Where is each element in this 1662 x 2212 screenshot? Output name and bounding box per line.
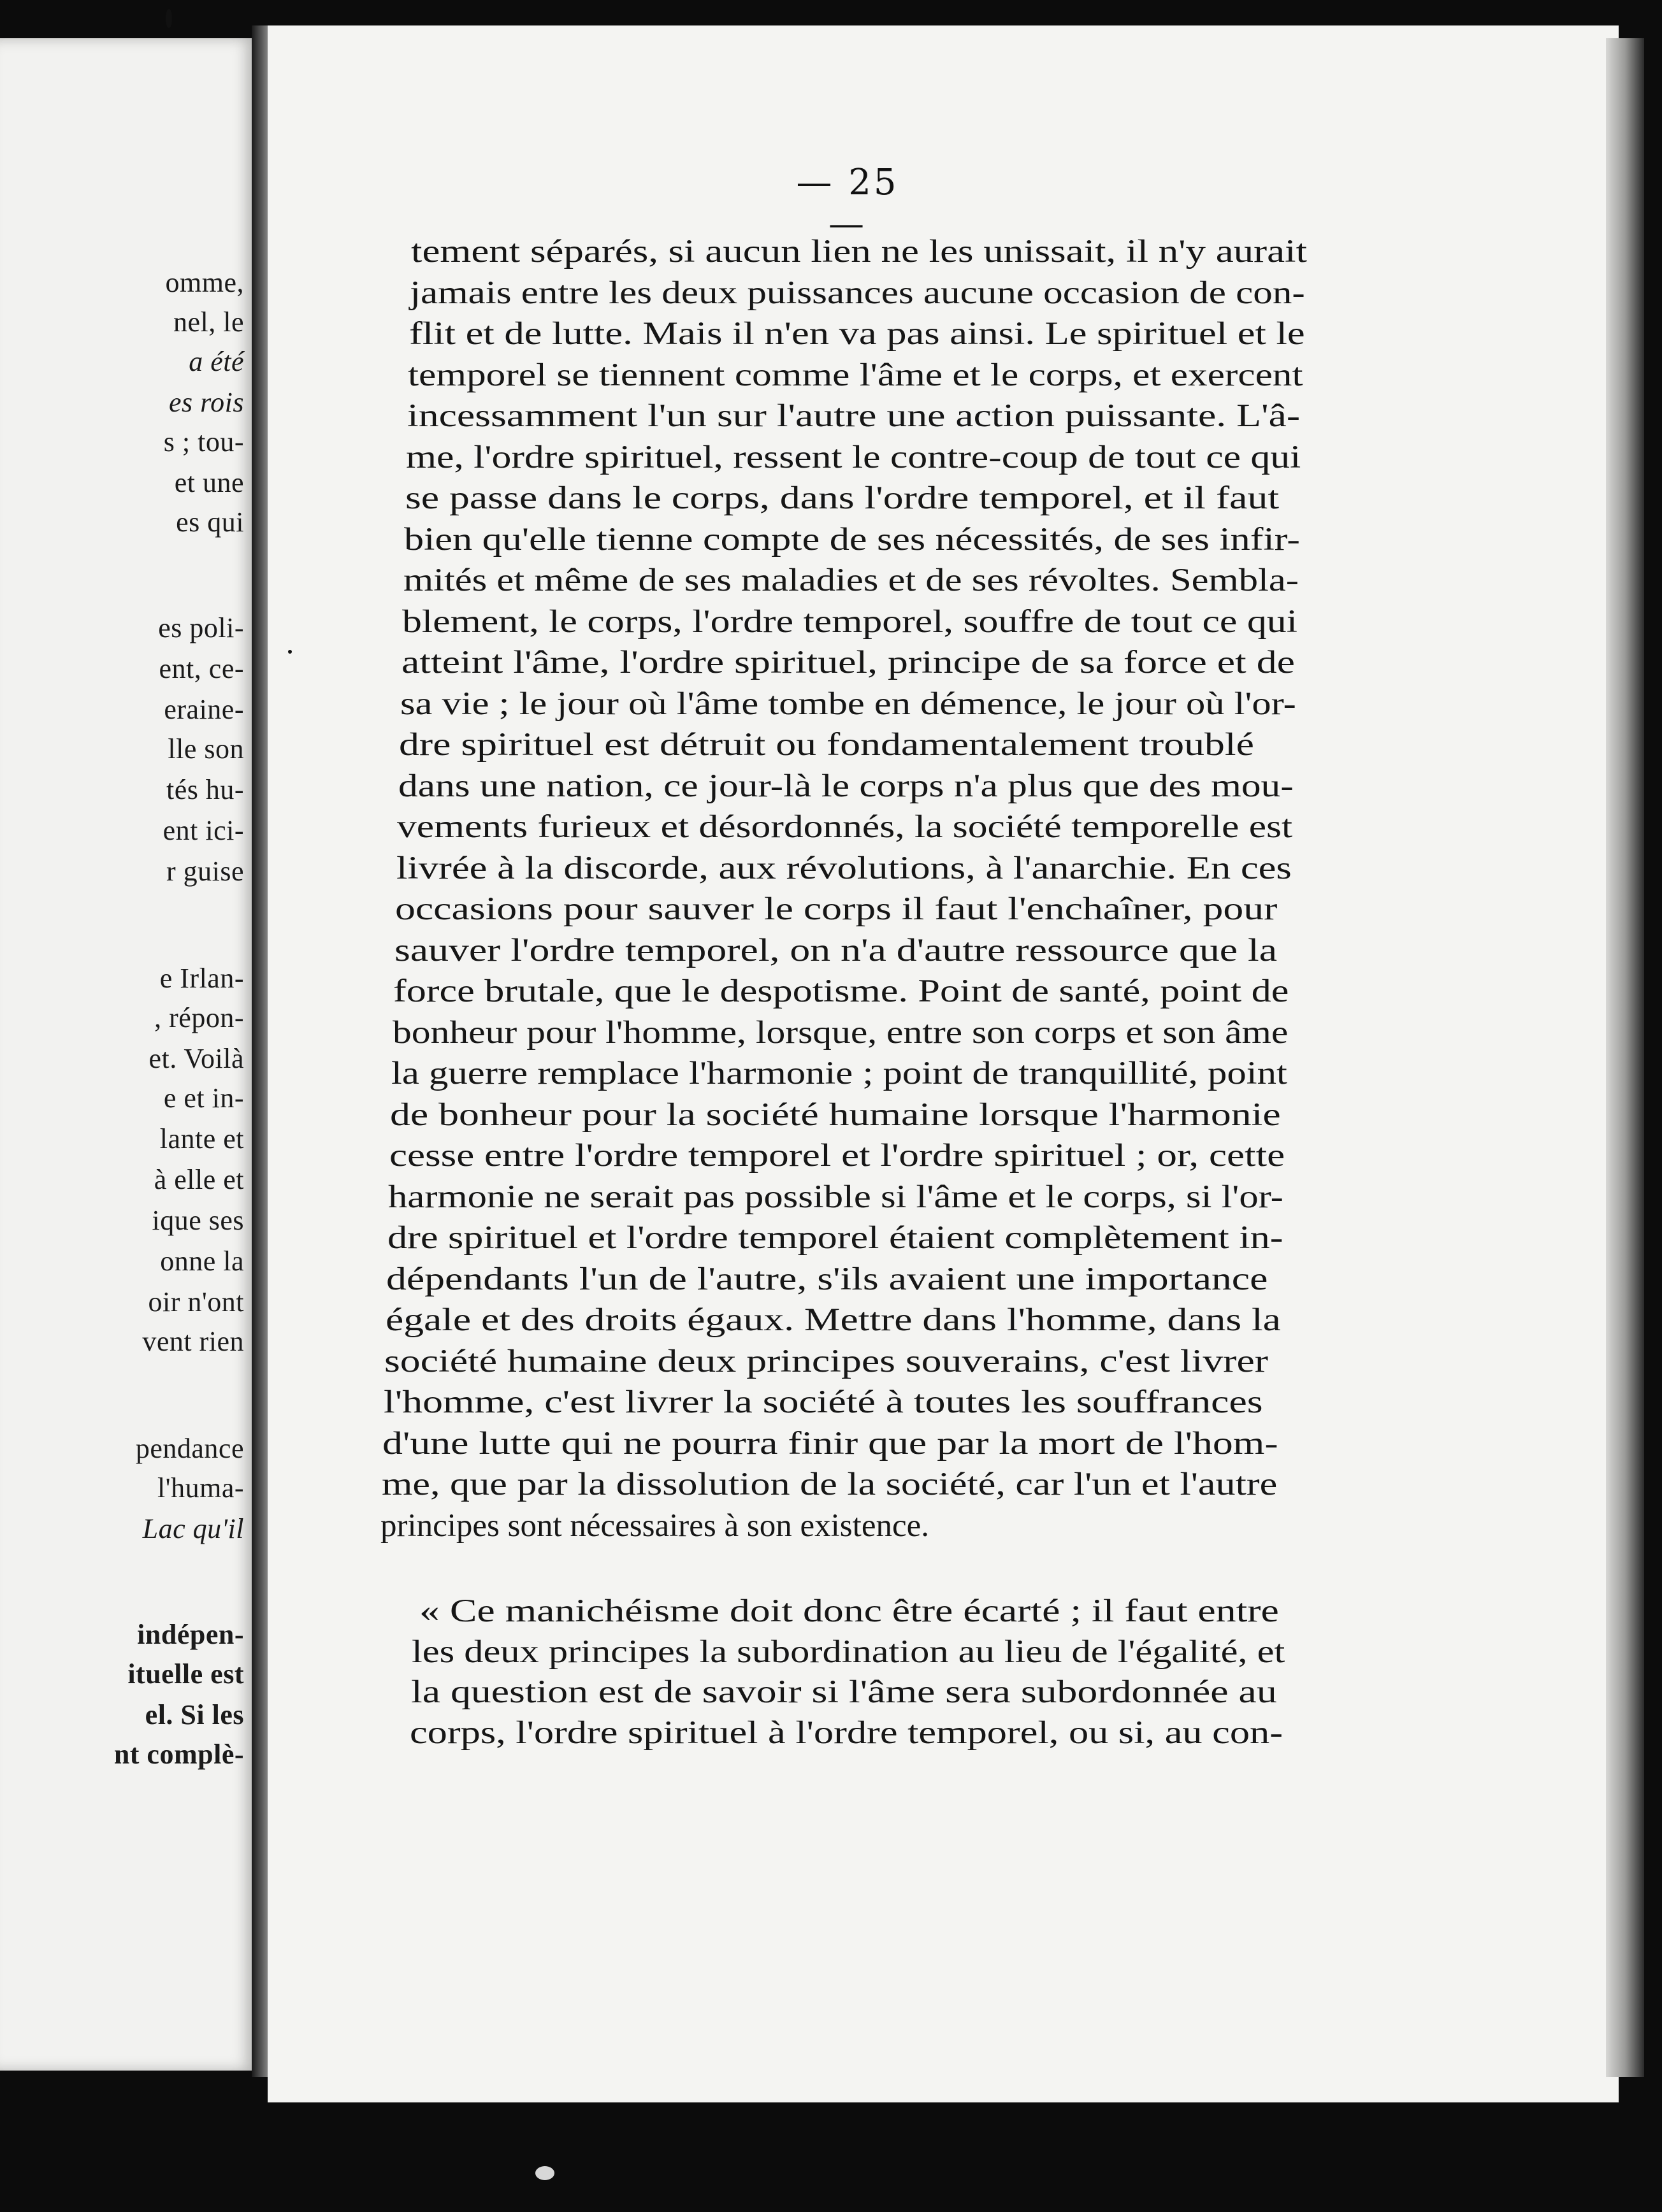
text-line: sauver l'ordre temporel, on n'a d'autre ressource que la	[394, 932, 1277, 968]
previous-page-line: e et in-	[163, 1082, 244, 1114]
previous-page-line: l'huma-	[157, 1472, 244, 1504]
previous-page-line: el. Si les	[145, 1699, 244, 1730]
previous-page-line: onne la	[160, 1246, 244, 1277]
text-line: la guerre remplace l'harmonie ; point de tranquillité, point	[391, 1056, 1287, 1091]
text-line: dre spirituel est détruit ou fondamentalement troublé	[399, 727, 1255, 763]
previous-page-line: ent, ce-	[159, 653, 244, 684]
page-number: — 25 —	[796, 162, 899, 245]
text-line: me, l'ordre spirituel, ressent le contre-coup de tout ce qui	[406, 439, 1301, 475]
previous-page-line: a été	[189, 346, 244, 377]
text-line: vements furieux et désordonnés, la société temporelle est	[397, 809, 1293, 845]
previous-page-line: indépen-	[137, 1619, 244, 1650]
previous-page-line: lle son	[168, 733, 244, 765]
previous-page-line: es rois	[169, 387, 244, 418]
text-line: l'homme, c'est livrer la société à toutes les souffrances	[383, 1384, 1263, 1420]
scan-speck	[288, 650, 292, 654]
previous-page-fragment	[0, 38, 258, 2071]
text-line: cesse entre l'ordre temporel et l'ordre spirituel ; or, cette	[389, 1138, 1285, 1174]
text-line: dans une nation, ce jour-là le corps n'a plus que des mou-	[398, 768, 1294, 804]
text-line: principes sont nécessaires à son existence.	[380, 1507, 929, 1544]
text-line: atteint l'âme, l'ordre spirituel, principe de sa force et de	[401, 645, 1295, 680]
text-line: jamais entre les deux puissances aucune occasion de con-	[410, 275, 1306, 311]
text-line: se passe dans le corps, dans l'ordre temporel, et il faut	[405, 480, 1279, 516]
text-line: bonheur pour l'homme, lorsque, entre son corps et son âme	[392, 1014, 1288, 1051]
text-line: dépendants l'un de l'autre, s'ils avaient une importance	[386, 1261, 1268, 1297]
text-line: flit et de lutte. Mais il n'en va pas ainsi. Le spirituel et le	[408, 316, 1305, 352]
text-line: les deux principes la subordination au lieu de l'égalité, et	[412, 1634, 1285, 1670]
previous-page-line: à elle et	[154, 1164, 244, 1195]
text-line: d'une lutte qui ne pourra finir que par la mort de l'hom-	[382, 1425, 1278, 1462]
previous-page-line: et une	[174, 467, 244, 498]
previous-page-line: ique ses	[152, 1205, 244, 1236]
text-line: harmonie ne serait pas possible si l'âme et le corps, si l'or-	[388, 1179, 1284, 1215]
page-edge-shadow	[1606, 38, 1644, 2077]
previous-page-line: omme,	[165, 267, 244, 298]
text-line: bien qu'elle tienne compte de ses nécessités, de ses infir-	[404, 521, 1301, 557]
previous-page-line: Lac qu'il	[142, 1513, 244, 1544]
text-line: la question est de savoir si l'âme sera subordonnée au	[410, 1674, 1277, 1710]
previous-page-line: et. Voilà	[148, 1043, 244, 1074]
previous-page-line: pendance	[135, 1433, 244, 1464]
previous-page-line: es qui	[176, 506, 244, 538]
previous-page-line: vent rien	[142, 1326, 244, 1357]
text-line: de bonheur pour la société humaine lorsque l'harmonie	[390, 1096, 1282, 1133]
text-line: force brutale, que le despotisme. Point de santé, point de	[393, 973, 1289, 1009]
previous-page-line: oir n'ont	[148, 1286, 244, 1318]
previous-page-line: , répon-	[154, 1002, 244, 1033]
previous-page-line: s ; tou-	[163, 426, 244, 457]
text-line: incessamment l'un sur l'autre une action puissante. L'â-	[407, 398, 1300, 434]
previous-page-line: e Irlan-	[159, 963, 244, 994]
text-line: « Ce manichéisme doit donc être écarté ; il faut entre	[419, 1593, 1279, 1629]
text-line: corps, l'ordre spirituel à l'ordre temporel, ou si, au con-	[410, 1714, 1283, 1751]
previous-page-line: tés hu-	[166, 774, 244, 805]
previous-page-line: es poli-	[158, 612, 244, 643]
previous-page-line: nt complè-	[113, 1739, 244, 1770]
text-line: me, que par la dissolution de la société, car l'un et l'autre	[381, 1467, 1277, 1502]
text-line: sa vie ; le jour où l'âme tombe en démence, le jour où l'or-	[400, 686, 1296, 722]
text-line: mités et même de ses maladies et de ses révoltes. Sembla-	[403, 563, 1299, 598]
text-line: égale et des droits égaux. Mettre dans l'homme, dans la	[385, 1302, 1281, 1338]
previous-page-line: ent ici-	[163, 815, 244, 846]
text-line: blement, le corps, l'ordre temporel, souffre de tout ce qui	[402, 603, 1297, 640]
previous-page-line: lante et	[159, 1123, 244, 1154]
previous-page-line: r guise	[166, 856, 244, 887]
previous-page-line: eraine-	[164, 694, 244, 725]
text-line: société humaine deux principes souverains, c'est livrer	[384, 1343, 1269, 1379]
text-line: temporel se tiennent comme l'âme et le corps, et exercent	[408, 357, 1303, 393]
text-line: dre spirituel et l'ordre temporel étaient complètement in-	[387, 1220, 1283, 1256]
text-line: tement séparés, si aucun lien ne les unissait, il n'y aurait	[411, 234, 1308, 269]
scan-speck	[535, 2166, 554, 2180]
previous-page-line: nel, le	[173, 306, 244, 338]
previous-page-line: ituelle est	[127, 1658, 244, 1690]
scan-speck	[166, 9, 172, 28]
text-line: livrée à la discorde, aux révolutions, à l'anarchie. En ces	[396, 850, 1292, 886]
text-line: occasions pour sauver le corps il faut l'enchaîner, pour	[395, 891, 1278, 927]
